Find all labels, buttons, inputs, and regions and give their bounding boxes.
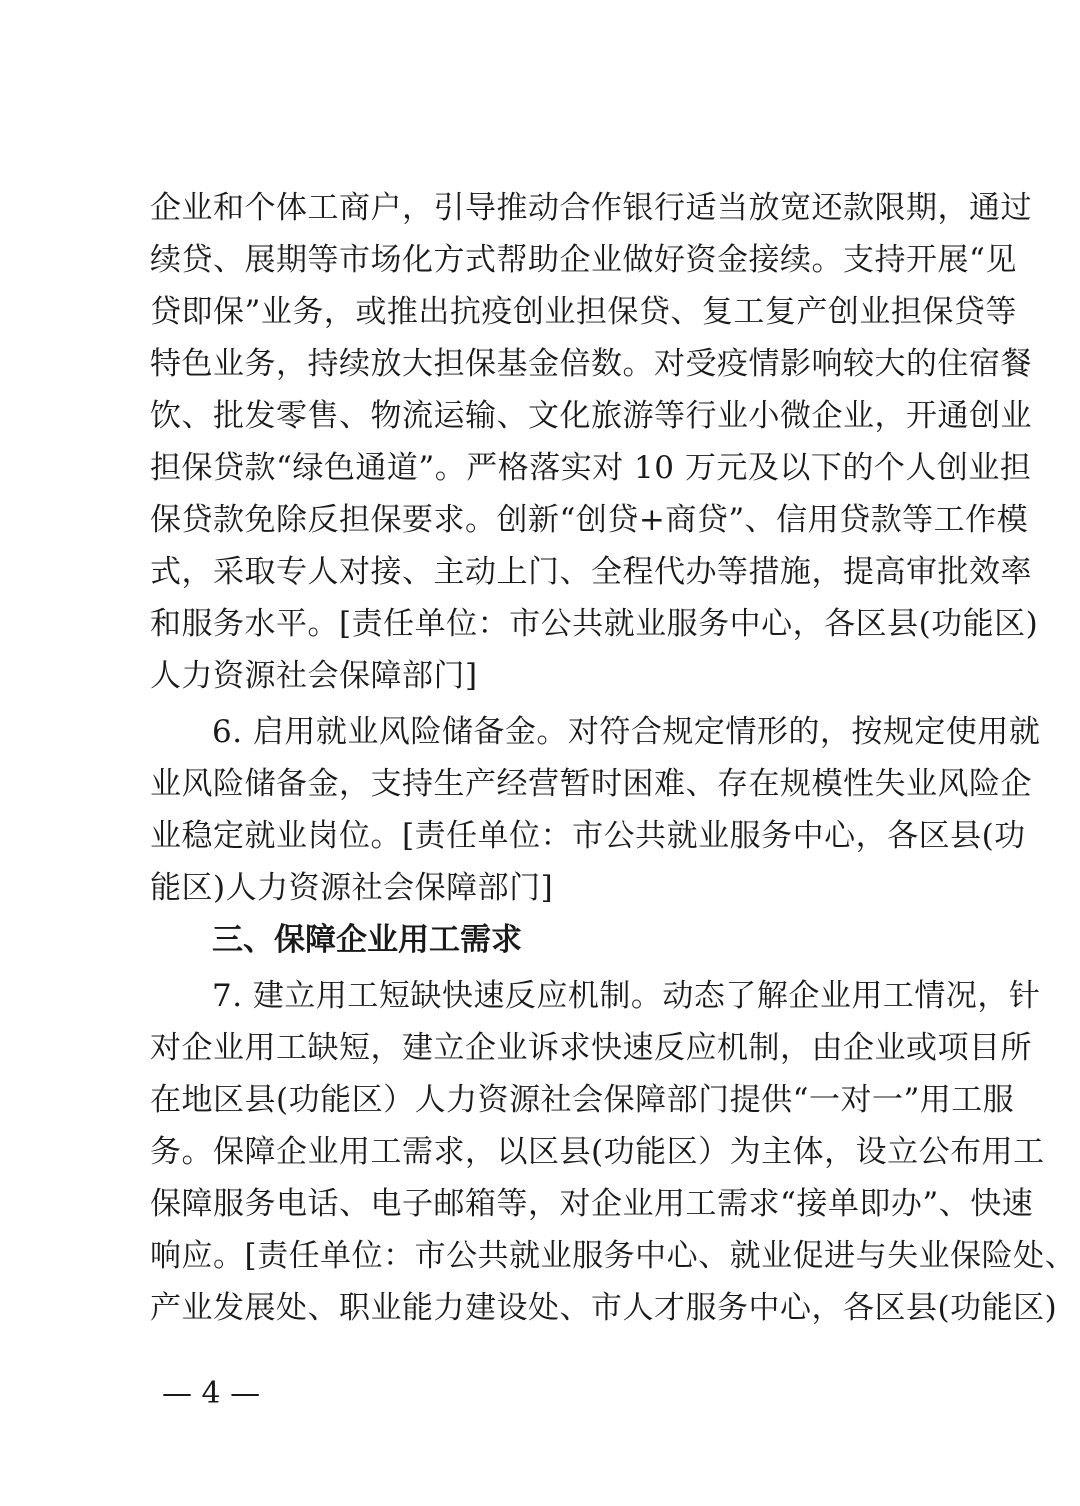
body-text-line: 企业和个体工商户，引导推动合作银行适当放宽还款限期，通过 [150,190,1032,226]
body-text-line: 保障服务电话、电子邮箱等，对企业用工需求“接单即办”、快速 [150,1186,1034,1222]
body-text-line: 能区)人力资源社会保障部门] [150,870,554,906]
body-text-line: 人力资源社会保障部门] [150,658,478,694]
body-text-line: 在地区县(功能区）人力资源社会保障部门提供“一对一”用工服 [150,1082,1015,1118]
body-text-line: 式，采取专人对接、主动上门、全程代办等措施，提高审批效率 [150,554,1032,590]
body-text-line: 业稳定就业岗位。[责任单位：市公共就业服务中心，各区县(功 [150,818,1026,854]
body-text-line: 响应。[责任单位：市公共就业服务中心、就业促进与失业保险处、 [150,1238,1077,1274]
body-text-line: 续贷、展期等市场化方式帮助企业做好资金接续。支持开展“见 [150,242,1017,278]
body-text-line: 和服务水平。[责任单位：市公共就业服务中心，各区县(功能区) [150,606,1039,642]
section-heading: 三、保障企业用工需求 [212,922,522,958]
body-text-line: 保贷款免除反担保要求。创新“创贷+商贷”、信用贷款等工作模 [150,502,1029,538]
item-7-first-line: 7. 建立用工短缺快速反应机制。动态了解企业用工情况，针 [212,978,1041,1014]
body-text-line: 贷即保”业务，或推出抗疫创业担保贷、复工复产创业担保贷等 [150,294,1017,330]
body-text-line: 业风险储备金，支持生产经营暂时困难、存在规模性失业风险企 [150,766,1032,802]
body-text-line: 务。保障企业用工需求，以区县(功能区）为主体，设立公布用工 [150,1134,1045,1170]
body-text-line: 饮、批发零售、物流运输、文化旅游等行业小微企业，开通创业 [150,398,1032,434]
body-text-line: 对企业用工缺短，建立企业诉求快速反应机制，由企业或项目所 [150,1030,1032,1066]
page-number: — 4 — [162,1376,261,1411]
body-text-line: 产业发展处、职业能力建设处、市人才服务中心，各区县(功能区) [150,1290,1058,1326]
body-text-line: 特色业务，持续放大担保基金倍数。对受疫情影响较大的住宿餐 [150,346,1032,382]
item-6-first-line: 6. 启用就业风险储备金。对符合规定情形的，按规定使用就 [212,714,1041,750]
body-text-line: 担保贷款“绿色通道”。严格落实对 10 万元及以下的个人创业担 [150,450,1032,486]
